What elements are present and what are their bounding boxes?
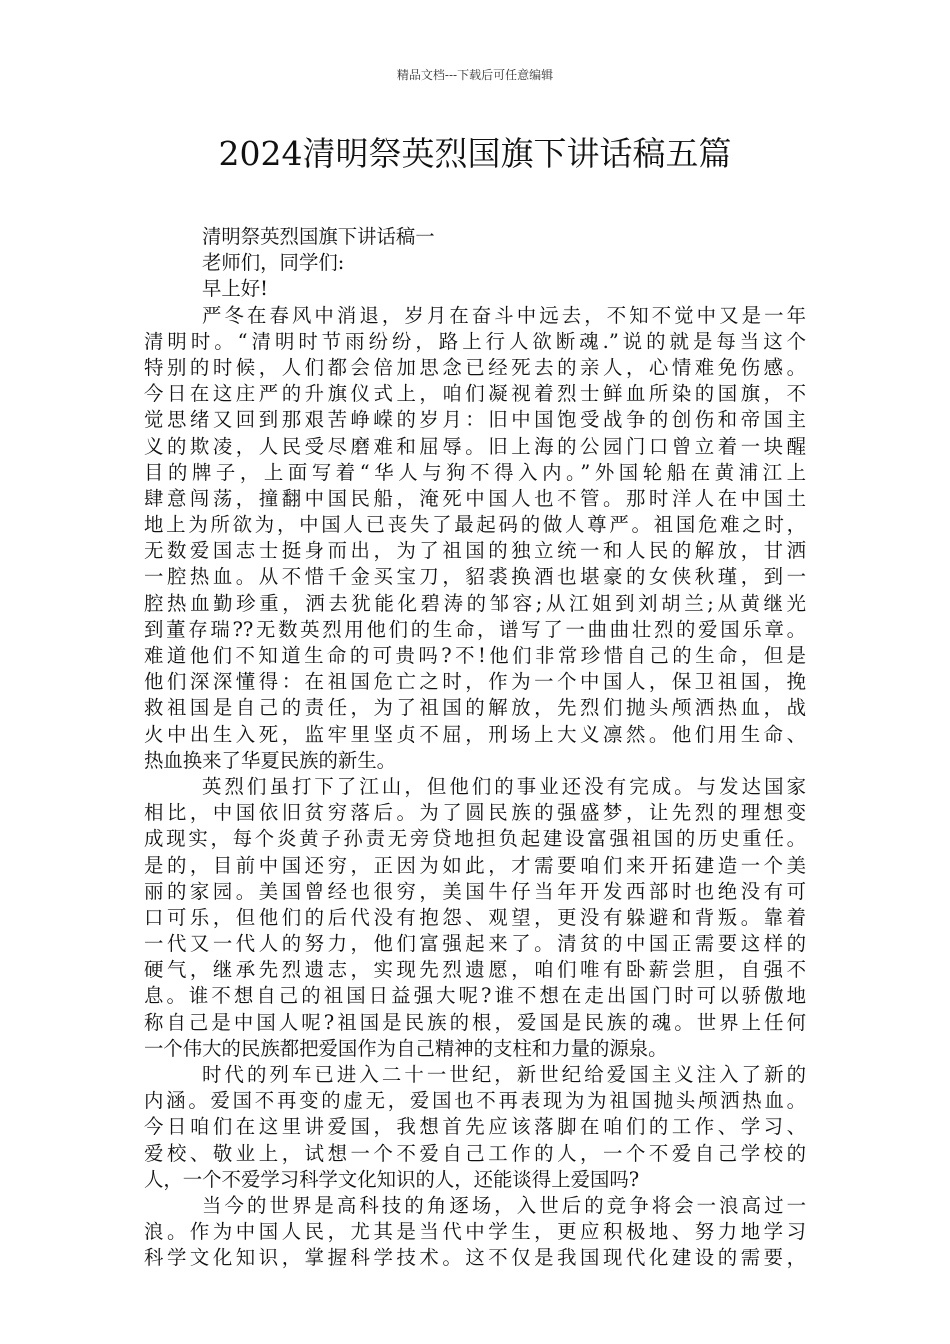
body-line: 成现实，每个炎黄子孙责无旁贷地担负起建设富强祖国的历史重任。 xyxy=(144,827,806,851)
body-line: 人，一个不爱学习科学文化知识的人，还能谈得上爱国吗? xyxy=(144,1167,640,1191)
body-line: 一个伟大的民族都把爱国作为自己精神的支柱和力量的源泉。 xyxy=(144,1036,668,1060)
body-line: 火中出生入死，监牢里坚贞不屈，刑场上大义凛然。他们用生命、 xyxy=(144,722,806,746)
body-line: 当今的世界是高科技的角逐场，入世后的竞争将会一浪高过一 xyxy=(202,1193,806,1217)
body-line: 口可乐，但他们的后代没有抱怨、观望，更没有躲避和背叛。靠着 xyxy=(144,905,806,929)
body-line: 肆意闯荡，撞翻中国民船，淹死中国人也不管。那时洋人在中国土 xyxy=(144,486,806,510)
body-line: 浪。作为中国人民，尤其是当代中学生，更应积极地、努力地学习 xyxy=(144,1220,806,1244)
body-line: 是的，目前中国还穷，正因为如此，才需要咱们来开拓建造一个美 xyxy=(144,853,806,877)
body-line: 救祖国是自己的责任，为了祖国的解放，先烈们抛头颅洒热血，战 xyxy=(144,696,806,720)
body-line: 称自己是中国人呢?祖国是民族的根，爱国是民族的魂。世界上任何 xyxy=(144,1010,806,1034)
body-line: 一腔热血。从不惜千金买宝刀，貂裘换酒也堪豪的女侠秋瑾，到一 xyxy=(144,565,806,589)
body-line: 英烈们虽打下了江山，但他们的事业还没有完成。与发达国家 xyxy=(202,774,806,798)
document-body xyxy=(144,224,806,1272)
header-note: 精品文档---下载后可任意编辑 xyxy=(396,68,554,82)
body-line: 今日咱们在这里讲爱国，我想首先应该落脚在咱们的工作、学习、 xyxy=(144,1115,806,1139)
body-line: 清明祭英烈国旗下讲话稿一 xyxy=(202,225,435,248)
body-line: 内涵。爱国不再变的虚无，爱国也不再表现为为祖国抛头颅洒热血。 xyxy=(144,1089,806,1113)
body-line: 无数爱国志士挺身而出，为了祖国的独立统一和人民的解放，甘洒 xyxy=(144,539,806,563)
body-line: 觉思绪又回到那艰苦峥嵘的岁月：旧中国饱受战争的创伤和帝国主 xyxy=(144,408,806,432)
body-line: 目的牌子，上面写着“华人与狗不得入内。”外国轮船在黄浦江上 xyxy=(144,460,806,484)
body-line: 腔热血勤珍重，洒去犹能化碧涛的邹容;从江姐到刘胡兰;从黄继光 xyxy=(144,591,806,615)
body-line: 热血换来了华夏民族的新生。 xyxy=(144,748,397,772)
body-line: 老师们，同学们: xyxy=(202,251,345,275)
body-line: 今日在这庄严的升旗仪式上，咱们凝视着烈士鲜血所染的国旗，不 xyxy=(144,382,806,406)
body-line: 义的欺凌，人民受尽磨难和屈辱。旧上海的公园门口曾立着一块醒 xyxy=(144,434,806,458)
body-line: 硬气，继承先烈遗志，实现先烈遗愿，咱们唯有卧薪尝胆，自强不 xyxy=(144,958,806,982)
body-line: 难道他们不知道生命的可贵吗?不!他们非常珍惜自己的生命，但是 xyxy=(144,644,806,667)
body-line: 科学文化知识，掌握科学技术。这不仅是我国现代化建设的需要， xyxy=(144,1246,806,1270)
body-line: 息。谁不想自己的祖国日益强大呢?谁不想在走出国门时可以骄傲地 xyxy=(144,984,806,1008)
body-line: 到董存瑞??无数英烈用他们的生命，谱写了一曲曲壮烈的爱国乐章。 xyxy=(144,617,806,641)
document-title: 2024清明祭英烈国旗下讲话稿五篇 xyxy=(218,134,732,173)
body-line: 清明时。“清明时节雨纷纷，路上行人欲断魂.”说的就是每当这个 xyxy=(144,329,806,353)
body-line: 相比，中国依旧贫穷落后。为了圆民族的强盛梦，让先烈的理想变 xyxy=(144,801,806,825)
body-line: 爱校、敬业上，试想一个不爱自己工作的人，一个不爱自己学校的 xyxy=(144,1141,806,1165)
body-line: 早上好! xyxy=(202,277,268,301)
body-line: 一代又一代人的努力，他们富强起来了。清贫的中国正需要这样的 xyxy=(144,932,806,956)
body-line: 特别的时候，人们都会倍加思念已经死去的亲人，心情难免伤感。 xyxy=(144,355,806,379)
body-line: 地上为所欲为，中国人已丧失了最起码的做人尊严。祖国危难之时， xyxy=(144,513,806,537)
body-line: 他们深深懂得：在祖国危亡之时，作为一个中国人，保卫祖国，挽 xyxy=(144,670,806,694)
body-line: 丽的家园。美国曾经也很穷，美国牛仔当年开发西部时也绝没有可 xyxy=(144,879,806,903)
body-line: 时代的列车已进入二十一世纪，新世纪给爱国主义注入了新的 xyxy=(202,1063,806,1086)
body-line: 严冬在春风中消退，岁月在奋斗中远去，不知不觉中又是一年 xyxy=(202,303,806,327)
